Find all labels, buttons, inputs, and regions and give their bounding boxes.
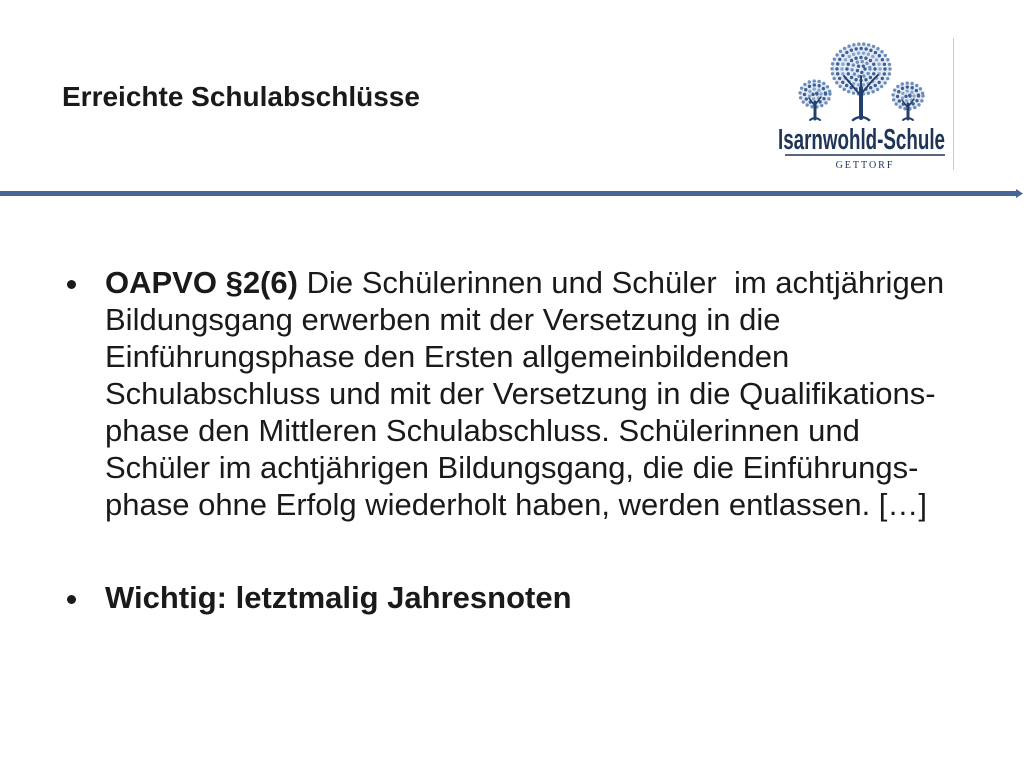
bullet-line: phase den Mittleren Schulabschluss. Schülerinnen und [105, 413, 860, 448]
regulation-reference: OAPVO §2(6) [105, 265, 298, 300]
logo-place-name: GETTORF [835, 160, 895, 171]
bullet-line: Schulabschluss und mit der Versetzung in die Qualifikations- [105, 376, 936, 411]
bullet-marker [67, 595, 76, 604]
bullet-line: Schüler im achtjährigen Bildungsgang, die die Einführungs- [105, 450, 919, 485]
tree-left-icon [800, 81, 830, 120]
divider-bar [0, 191, 1016, 196]
bullet-line-text: Die Schülerinnen und Schüler im achtjährigen [306, 265, 945, 300]
slide-title: Erreichte Schulabschlüsse [62, 81, 420, 112]
bullet-important [105, 579, 572, 616]
header-divider [0, 185, 1024, 201]
bullet-line: Bildungsgang erwerben mit der Versetzung in die [105, 302, 781, 337]
logo-school-name: Isarnwohld-Schule [778, 124, 945, 156]
tree-right-icon [893, 83, 923, 120]
bullet-oapvo [105, 264, 944, 523]
bullet-line: phase ohne Erfolg wiederholt haben, werden entlassen. […] [105, 487, 928, 522]
bullet-line: Einführungsphase den Ersten allgemeinbildenden [105, 339, 790, 374]
divider-arrow-tip [1016, 189, 1023, 198]
bullet-line [105, 264, 944, 301]
school-logo [768, 36, 958, 176]
bullet-marker [67, 280, 76, 289]
bullet-line: Wichtig: letztmalig Jahresnoten [105, 580, 572, 615]
tree-large-icon [832, 44, 890, 120]
